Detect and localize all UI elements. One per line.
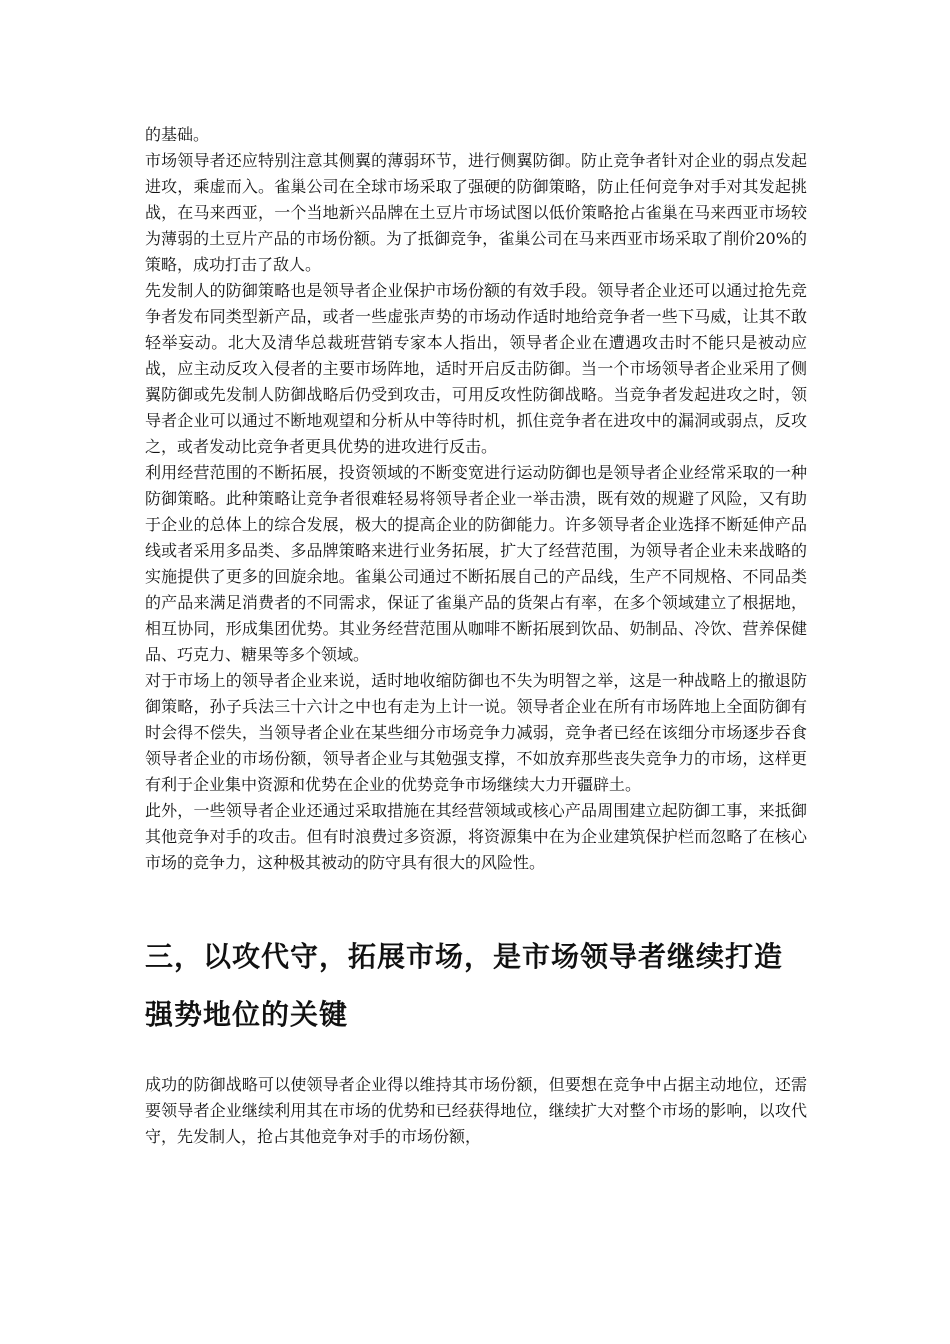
paragraph-offense-intro: 成功的防御战略可以使领导者企业得以维持其市场份额，但要想在竞争中占据主动地位，还需要领导者企业继续利用其在市场的优势和已经获得地位，继续扩大对整个市场的影响，以攻代守，先发制人，抢占其他竞争对手的市场份额， — [145, 1075, 807, 1146]
paragraph-preemptive-defense: 先发制人的防御策略也是领导者企业保护市场份额的有效手段。领导者企业还可以通过抢先竞争者发布同类型新产品，或者一些虚张声势的市场动作适时地给竞争者一些下马威，让其不敢轻举妄动。北大及清华总裁班营销专家本人指出，领导者企业在遭遇攻击时不能只是被动应战，应主动反攻入侵者的主要市场阵地，适时开启反击防御。当一个市场领导者企业采用了侧翼防御或先发制人防御战略后仍受到攻击，可用反攻性防御战略。当竞争者发起进攻之时，领导者企业可以通过不断地观望和分析从中等待时机，抓住竞争者在进攻中的漏洞或弱点，反攻之，或者发动比竞争者更具优势的进攻进行反击。 — [145, 281, 807, 456]
paragraph-contraction-defense: 对于市场上的领导者企业来说，适时地收缩防御也不失为明智之举，这是一种战略上的撤退防御策略，孙子兵法三十六计之中也有走为上计一说。领导者企业在所有市场阵地上全面防御有时会得不偿失，当领导者企业在某些细分市场竞争力减弱，竞争者已经在该细分市场逐步吞食领导者企业的市场份额，领导者企业与其勉强支撑，不如放弃那些丧失竞争力的市场，这样更有利于企业集中资源和优势在企业的优势竞争市场继续大力开疆辟土。 — [145, 671, 807, 794]
paragraph-flank-defense: 市场领导者还应特别注意其侧翼的薄弱环节，进行侧翼防御。防止竞争者针对企业的弱点发起进攻，乘虚而入。雀巢公司在全球市场采取了强硬的防御策略，防止任何竞争对手对其发起挑战，在马来西亚，一个当地新兴品牌在土豆片市场试图以低价策略抢占雀巢在马来西亚市场较为薄弱的土豆片产品的市场份额。为了抵御竞争，雀巢公司在马来西亚市场采取了削价20%的策略，成功打击了敌人。 — [145, 151, 807, 274]
document-page — [145, 122, 807, 1150]
section-heading: 三，以攻代守，拓展市场，是市场领导者继续打造强势地位的关键 — [145, 940, 784, 1031]
paragraph-mobile-defense: 利用经营范围的不断拓展，投资领域的不断变宽进行运动防御也是领导者企业经常采取的一种防御策略。此种策略让竞争者很难轻易将领导者企业一举击溃，既有效的规避了风险，又有助于企业的总体上的综合发展，极大的提高企业的防御能力。许多领导者企业选择不断延伸产品线或者采用多品类、多品牌策略来进行业务拓展，扩大了经营范围，为领导者企业未来战略的实施提供了更多的回旋余地。雀巢公司通过不断拓展自己的产品线，生产不同规格、不同品类的产品来满足消费者的不同需求，保证了雀巢产品的货架占有率，在多个领域建立了根据地，相互协同，形成集团优势。其业务经营范围从咖啡不断拓展到饮品、奶制品、冷饮、营养保健品、巧克力、糖果等多个领域。 — [145, 463, 807, 664]
paragraph-continuation: 的基础。 — [145, 125, 210, 144]
paragraph-fortification-defense: 此外，一些领导者企业还通过采取措施在其经营领域或核心产品周围建立起防御工事，来抵御其他竞争对手的攻击。但有时浪费过多资源，将资源集中在为企业建筑保护栏而忽略了在核心市场的竞争力，这种极其被动的防守具有很大的风险性。 — [145, 801, 807, 872]
